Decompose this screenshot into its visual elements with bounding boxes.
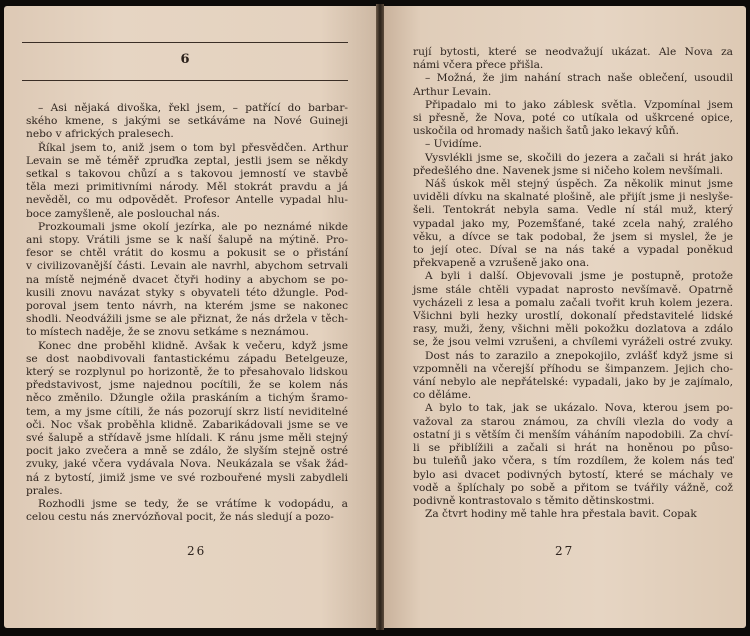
text-line: ná z bytostí, jimiž jsme ve své rozbouřené mysli zabydleli — [26, 471, 348, 484]
text-line: Prozkoumali jsme okolí jezírka, ale po neznámé nikde — [38, 220, 348, 233]
text-line: Říkal jsem to, aniž jsem o tom byl přesvědčen. Arthur — [38, 141, 348, 154]
text-line: vodě a šplíchaly po sobě a přitom se tvářily vážně, což — [413, 481, 733, 494]
text-line: představivost, jsme najednou pocítili, že se kolem nás — [26, 379, 348, 392]
text-line: bu tuleňů jako včera, s tím rozdílem, že kolem nás teď — [413, 455, 733, 468]
text-line: Rozhodli jsme se tedy, že se vrátíme k vodopádu, a — [38, 498, 348, 511]
text-line: celou cestu nás znervózňoval pocit, že nás sledují a pozo- — [26, 511, 334, 524]
text-line: který se rozplynul po horizontě, že to přesahovalo lidskou — [26, 366, 348, 379]
text-line: to místech naděje, že se znovu setkáme s neznámou. — [26, 326, 309, 339]
text-line: Arthur Levain. — [413, 85, 492, 98]
text-line: kusili znovu navázat styky s obyvateli této džungle. Pod- — [26, 286, 348, 299]
text-line: vycházeli z lesa a pomalu začali tvořit kruh kolem jezera. — [413, 296, 733, 309]
text-line: ostatní ji s větším či menším váháním napodobili. Za chví- — [413, 428, 733, 441]
text-line: své šalupě a střídavě jsme hlídali. K ránu jsme měli stejný — [26, 432, 348, 445]
chapter-top-rule — [22, 42, 348, 43]
text-line: važoval za starou známou, za chvíli vlezla do vody a — [413, 415, 733, 428]
text-line: vzpomněli na včerejší příhodu se šimpanzem. Jejich cho- — [413, 362, 733, 375]
text-line: boce zamyšleně, ale poslouchal nás. — [26, 207, 220, 220]
text-line: prales. — [26, 484, 63, 497]
text-line: Konec dne proběhl klidně. Avšak k večeru, když jsme — [38, 339, 348, 352]
text-line: se dost naobdivovali fantastickému západu Betelgeuze, — [26, 352, 348, 365]
text-line: Levain se mě téměř zpruďka zeptal, jestli jsem se někdy — [26, 154, 348, 167]
left-page-number: 26 — [187, 544, 207, 558]
text-line: těla mezi primitivními národy. Měl stokrát pravdu a já — [26, 181, 348, 194]
text-line: Připadalo mi to jako záblesk světla. Vzpomínal jsem — [425, 98, 733, 111]
text-line: rasy, muži, ženy, všichni měli pokožku dozlatova a zdálo — [413, 323, 733, 336]
text-line: uviděli dívku na skalnaté plošině, ale přijít jsme ji neslyše- — [413, 191, 733, 204]
text-line: Vysvlékli jsme se, skočili do jezera a začali si hrát jako — [425, 151, 733, 164]
text-line: – Asi nějaká divoška, řekl jsem, – patřící do barbar- — [38, 102, 348, 114]
text-line: fesor se chtěl vrátit do kosmu a pokusit se o přistání — [26, 247, 348, 260]
chapter-number: 6 — [180, 52, 190, 67]
text-line: předešlého dne. Navenek jsme si ničeho kolem nevšímali. — [413, 164, 724, 177]
right-body-text — [413, 46, 733, 521]
text-line: námi včera přece přišla. — [413, 59, 544, 72]
text-line: shodli. Neodvážili jsme se ale přiznat, že nás držela v těch- — [26, 313, 348, 326]
text-line: vání nebylo ale nepřátelské: vypadali, jako by je zajímalo, — [413, 376, 733, 389]
text-line: podivně kontrastovalo s těmito dětinskostmi. — [413, 494, 655, 507]
text-line: zvuky, jaké včera vydávala Nova. Neukázala se však žád- — [26, 458, 348, 471]
text-line: na místě nejméně dvacet čtyři hodiny a abychom se po- — [26, 273, 348, 286]
text-line: něco změnilo. Džungle ožila praskáním a tichým šramo- — [26, 392, 348, 405]
text-line: ani stopy. Vrátili jsme se k naší šalupě na mýtině. Pro- — [26, 234, 348, 247]
text-line: Náš úskok měl stejný úspěch. Za několik minut jsme — [425, 178, 733, 191]
text-line: v civilizovanější části. Levain ale navrhl, abychom setrvali — [26, 260, 348, 273]
book-gutter — [376, 4, 384, 630]
text-line: Všichni byli hezky urostlí, dokonalí představitelé lidské — [413, 310, 733, 323]
text-line: tem, a my jsme cítili, že nás pozorují skrz listí neviditelné — [26, 405, 348, 418]
text-line: věku, a dívce se tak podobal, že jsem si myslel, že je — [413, 230, 733, 243]
right-page-number: 27 — [555, 544, 575, 558]
chapter-bottom-rule — [22, 80, 348, 81]
left-body-text — [26, 102, 348, 525]
text-line: si přesně, že Nova, poté co utíkala od uškrcené opice, — [413, 112, 733, 125]
text-line: A bylo to tak, jak se ukázalo. Nova, kterou jsem po- — [425, 402, 733, 415]
text-line: uskočila od hromady našich šatů jako lekavý kůň. — [413, 125, 679, 138]
text-line: jsme stále chtěli vypadat naprosto nevšímavě. Opatrně — [413, 283, 733, 296]
text-line: Za čtvrt hodiny mě tahle hra přestala bavit. Copak — [425, 508, 697, 521]
right-page — [384, 6, 746, 628]
text-line: se, že jsou velmi vzrušeni, a chvílemi vyráželi ostré zvuky. — [413, 336, 733, 349]
text-line: co děláme. — [413, 389, 472, 402]
text-line: bylo asi dvacet podivných bytostí, které se máchaly ve — [413, 468, 733, 481]
text-line: oči. Noc však proběhla klidně. Zabarikádovali jsme se ve — [26, 418, 348, 431]
text-line: poroval jsem tento návrh, na kterém jsme se nakonec — [26, 300, 348, 313]
text-line: překvapeně a vzrušeně jako ona. — [413, 257, 590, 270]
text-line: nevěděl, co mu odpovědět. Profesor Antelle vypadal hlu- — [26, 194, 348, 207]
text-line: – Uvidíme. — [425, 138, 482, 151]
text-line: to její otec. Díval se na nás také a vypadal poněkud — [413, 244, 733, 257]
text-line: Dost nás to zarazilo a znepokojilo, zvlášť když jsme si — [425, 349, 733, 362]
text-line: nebo v afrických pralesech. — [26, 128, 174, 141]
text-line: li se přiblížili a začali si hrát na honěnou po půso- — [413, 442, 733, 455]
text-line: – Možná, že jim nahání strach naše oblečení, usoudil — [425, 72, 733, 85]
text-line: šeli. Tentokrát nebyla sama. Vedle ní stál muž, který — [413, 204, 733, 217]
text-line: rují bytosti, které se neodvažují ukázat. Ale Nova za — [413, 46, 733, 58]
text-line: ského kmene, s jakými se setkáváme na Nové Guineji — [26, 115, 348, 128]
text-line: vypadal jako my, Pozemšťané, také zcela nahý, zralého — [413, 217, 733, 230]
text-line: pocit jako zvečera a mně se zdálo, že slyším stejně ostré — [26, 445, 348, 458]
text-line: A byli i další. Objevovali jsme je postupně, protože — [425, 270, 733, 283]
text-line: setkal s takovou chůzí a s takovou jemností ve stavbě — [26, 168, 348, 181]
left-page — [4, 6, 376, 628]
